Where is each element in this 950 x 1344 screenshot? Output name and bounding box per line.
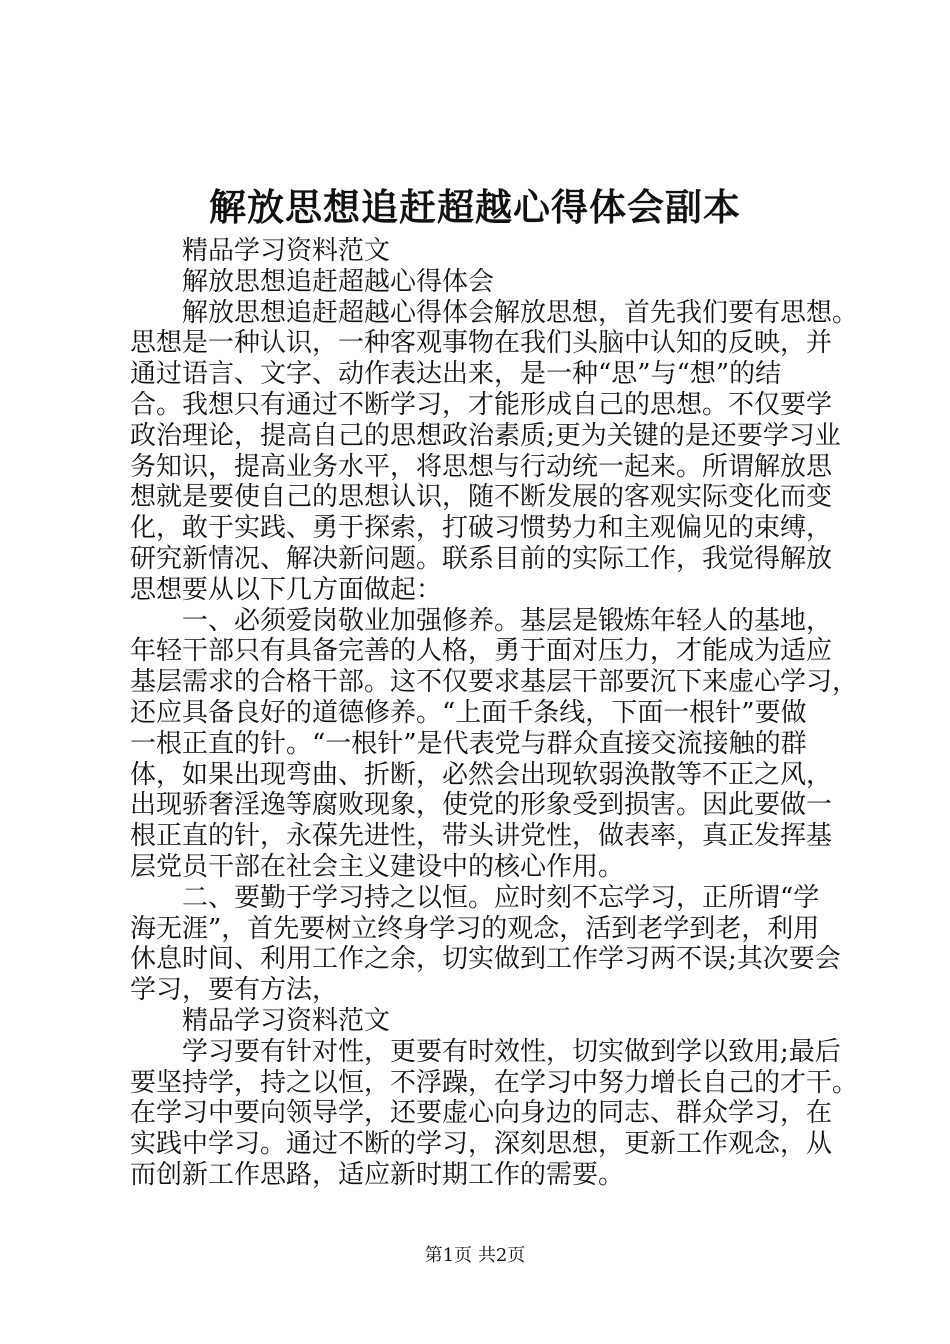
text-line: 化，敢于实践、勇于探索，打破习惯势力和主观偏见的束缚，: [130, 513, 833, 544]
text-line: 精品学习资料范文: [182, 1005, 391, 1036]
text-line: 学习要有针对性，更要有时效性，切实做到学以致用;最后: [182, 1036, 841, 1067]
text-line: 思想要从以下几方面做起：: [130, 574, 443, 605]
text-line: 基层需求的合格干部。这不仅要求基层干部要沉下来虚心学习，: [130, 667, 859, 698]
text-line: 思想是一种认识，一种客观事物在我们头脑中认知的反映，并: [130, 328, 833, 359]
text-line: 在学习中要向领导学，还要虚心向身边的同志、群众学习，在: [130, 1098, 833, 1129]
text-line: 合。我想只有通过不断学习，才能形成自己的思想。不仅要学: [130, 389, 833, 420]
text-line: 通过语言、文字、动作表达出来，是一种“思”与“想”的结: [130, 359, 782, 390]
text-line: 学习，要有方法，: [130, 975, 339, 1006]
text-line: 而创新工作思路，适应新时期工作的需要。: [130, 1159, 625, 1190]
page-number-footer: 第1页 共2页: [424, 1245, 526, 1266]
text-line: 务知识，提高业务水平，将思想与行动统一起来。所谓解放思: [130, 451, 833, 482]
text-line: 二、要勤于学习持之以恒。应时刻不忘学习，正所谓“学: [182, 882, 820, 913]
text-line: 年轻干部只有具备完善的人格，勇于面对压力，才能成为适应: [130, 636, 833, 667]
text-line: 出现骄奢淫逸等腐败现象，使党的形象受到损害。因此要做一: [130, 790, 833, 821]
text-line: 研究新情况、解决新问题。联系目前的实际工作，我觉得解放: [130, 543, 833, 574]
text-line: 层党员干部在社会主义建设中的核心作用。: [130, 851, 625, 882]
text-line: 想就是要使自己的思想认识，随不断发展的客观实际变化而变: [130, 482, 833, 513]
text-line: 解放思想追赶超越心得体会: [182, 266, 495, 297]
text-line: 实践中学习。通过不断的学习，深刻思想，更新工作观念，从: [130, 1129, 833, 1160]
text-line: 一根正直的针。“一根针”是代表党与群众直接交流接触的群: [130, 728, 807, 759]
text-line: 还应具备良好的道德修养。“上面千条线，下面一根针”要做: [130, 697, 807, 728]
text-line: 要坚持学，持之以恒，不浮躁，在学习中努力增长自己的才干。: [130, 1067, 859, 1098]
text-line: 根正直的针，永葆先进性，带头讲党性，做表率，真正发挥基: [130, 821, 833, 852]
document-title: 解放思想追赶超越心得体会副本: [209, 185, 741, 229]
text-line: 海无涯”，首先要树立终身学习的观念，活到老学到老，利用: [130, 913, 820, 944]
text-line: 休息时间、利用工作之余，切实做到工作学习两不误;其次要会: [130, 944, 841, 975]
text-line: 解放思想追赶超越心得体会解放思想，首先我们要有思想。: [182, 297, 859, 328]
text-line: 体，如果出现弯曲、折断，必然会出现软弱涣散等不正之风，: [130, 759, 833, 790]
text-line: 精品学习资料范文: [182, 236, 391, 266]
text-line: 一、必须爱岗敬业加强修养。基层是锻炼年轻人的基地，: [182, 605, 833, 636]
document-body: [130, 236, 859, 1191]
text-line: 政治理论，提高自己的思想政治素质;更为关键的是还要学习业: [130, 420, 841, 451]
